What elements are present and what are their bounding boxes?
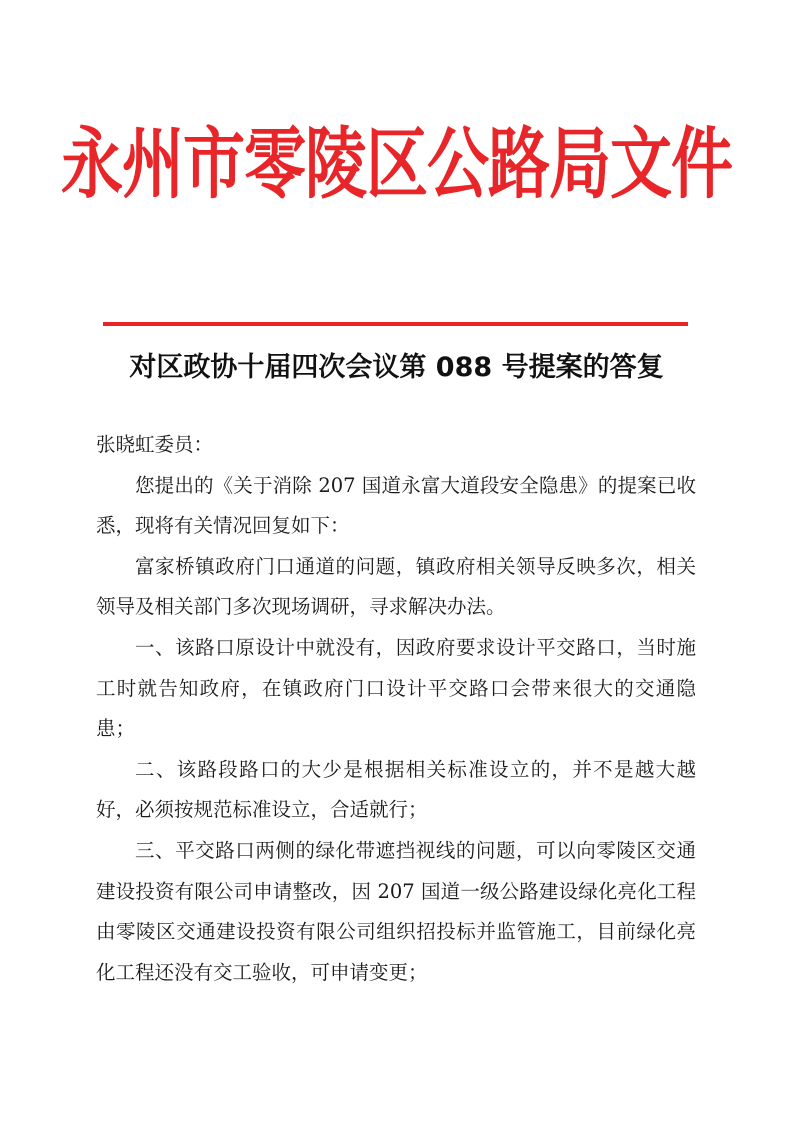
salutation: 张晓虹委员：	[96, 433, 214, 456]
header-red-divider	[103, 322, 688, 326]
paragraph-2: 富家桥镇政府门口通道的问题，镇政府相关领导反映多次，相关领导及相关部门多次现场调研，寻求解决办法。	[96, 554, 696, 619]
paragraph-4: 二、该路段路口的大少是根据相关标准设立的，并不是越大越好，必须按规范标准设立，合适就行；	[96, 757, 696, 822]
document-title: 对区政协十届四次会议第 088 号提案的答复	[129, 352, 664, 383]
paragraph-1: 您提出的《关于消除 207 国道永富大道段安全隐患》的提案已收悉，现将有关情况回复如下：	[96, 473, 696, 538]
paragraph-5: 三、平交路口两侧的绿化带遮挡视线的问题，可以向零陵区交通建设投资有限公司申请整改，因 207 国道一级公路建设绿化亮化工程由零陵区交通建设投资有限公司组织招投标并监管施工，目前绿化亮化工程还没有交工验收，可申请变更；	[96, 838, 696, 984]
paragraph-3: 一、该路口原设计中就没有，因政府要求设计平交路口，当时施工时就告知政府，在镇政府门口设计平交路口会带来很大的交通隐患；	[96, 635, 696, 741]
document-header-title: 永州市零陵区公路局文件	[60, 118, 732, 210]
document-body	[96, 425, 696, 993]
